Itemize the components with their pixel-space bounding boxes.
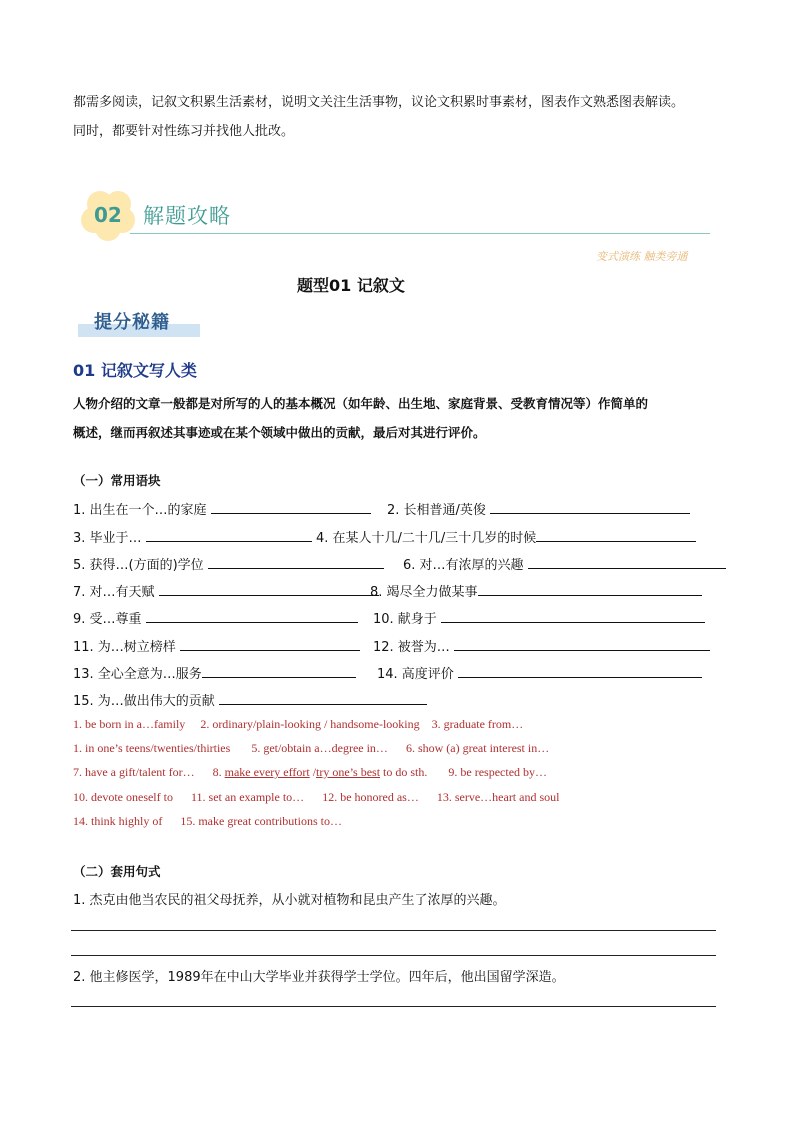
answer-blank[interactable] — [208, 556, 384, 569]
phrase-item: 3. 毕业于… — [73, 527, 312, 546]
writing-line[interactable] — [71, 955, 716, 956]
phrase-item: 7. 对…有天赋 — [73, 581, 379, 600]
writing-line[interactable] — [71, 930, 716, 931]
answer-line: 7. have a gift/talent for… 8. make every effort /try one’s best to do sth. 9. be respected by… — [73, 765, 548, 779]
section-title: 解题攻略 — [143, 204, 231, 228]
part-para-line-1: 人物介绍的文章一般都是对所写的人的基本概况（如年龄、出生地、家庭背景、受教育情况等）作简单的 — [73, 396, 649, 411]
phrases-title: （一）常用语块 — [73, 473, 161, 488]
phrase-item: 10. 献身于 — [373, 608, 705, 627]
answer-blank[interactable] — [536, 529, 696, 542]
answer-blank[interactable] — [441, 610, 705, 623]
answer-blank[interactable] — [478, 583, 702, 596]
answer-line: 1. be born in a…family 2. ordinary/plain-looking / handsome-looking 3. graduate from… — [73, 717, 524, 731]
answer-blank[interactable] — [454, 638, 710, 651]
answer-line: 10. devote oneself to 11. set an example to… 12. be honored as… 13. serve…heart and soul — [73, 790, 560, 804]
answer-line: 1. in one’s teens/twenties/thirties 5. get/obtain a…degree in… 6. show (a) great interest in… — [73, 741, 550, 755]
intro-line-1: 都需多阅读，记叙文积累生活素材，说明文关注生活事物，议论文积累时事素材，图表作文熟悉图表解读。 — [73, 95, 685, 110]
answer-blank[interactable] — [528, 556, 726, 569]
writing-line[interactable] — [71, 1006, 716, 1007]
section-number: 02 — [94, 203, 122, 227]
tips-label: 提分秘籍 — [94, 312, 170, 333]
answer-blank[interactable] — [458, 665, 702, 678]
answer-blank[interactable] — [211, 501, 371, 514]
sentences-title: （二）套用句式 — [73, 864, 161, 879]
phrase-item: 11. 为…树立榜样 — [73, 636, 360, 655]
phrase-item: 5. 获得…(方面的)学位 — [73, 554, 384, 573]
intro-line-2: 同时，都要针对性练习并找他人批改。 — [73, 124, 295, 139]
phrase-item: 8. 竭尽全力做某事 — [370, 581, 702, 600]
answer-blank[interactable] — [202, 665, 356, 678]
part-para-line-2: 概述，继而再叙述其事迹或在某个领域中做出的贡献，最后对其进行评价。 — [73, 425, 486, 440]
section-divider — [130, 233, 710, 234]
phrase-item: 12. 被誉为… — [373, 636, 710, 655]
page-title: 题型01 记叙文 — [297, 276, 405, 295]
phrase-item: 4. 在某人十几/二十几/三十几岁的时候 — [316, 527, 696, 546]
answer-blank[interactable] — [219, 692, 427, 705]
phrase-item: 1. 出生在一个…的家庭 — [73, 499, 371, 518]
phrase-item: 6. 对…有浓厚的兴趣 — [403, 554, 726, 573]
phrase-item: 2. 长相普通/英俊 — [387, 499, 690, 518]
sentence-question: 1. 杰克由他当农民的祖父母抚养，从小就对植物和昆虫产生了浓厚的兴趣。 — [73, 893, 506, 908]
phrase-item: 9. 受…尊重 — [73, 608, 358, 627]
phrase-item: 13. 全心全意为…服务 — [73, 663, 356, 682]
answer-blank[interactable] — [180, 638, 360, 651]
answer-line: 14. think highly of 15. make great contributions to… — [73, 814, 342, 828]
phrase-item: 15. 为…做出伟大的贡献 — [73, 690, 427, 709]
sentence-question: 2. 他主修医学，1989年在中山大学毕业并获得学士学位。四年后，他出国留学深造。 — [73, 970, 565, 985]
part-title: 01 记叙文写人类 — [73, 361, 197, 380]
section-subtitle: 变式演练 触类旁通 — [596, 250, 688, 263]
answer-blank[interactable] — [159, 583, 379, 596]
answer-blank[interactable] — [146, 529, 312, 542]
answer-blank[interactable] — [490, 501, 690, 514]
phrase-item: 14. 高度评价 — [377, 663, 702, 682]
answer-blank[interactable] — [146, 610, 358, 623]
